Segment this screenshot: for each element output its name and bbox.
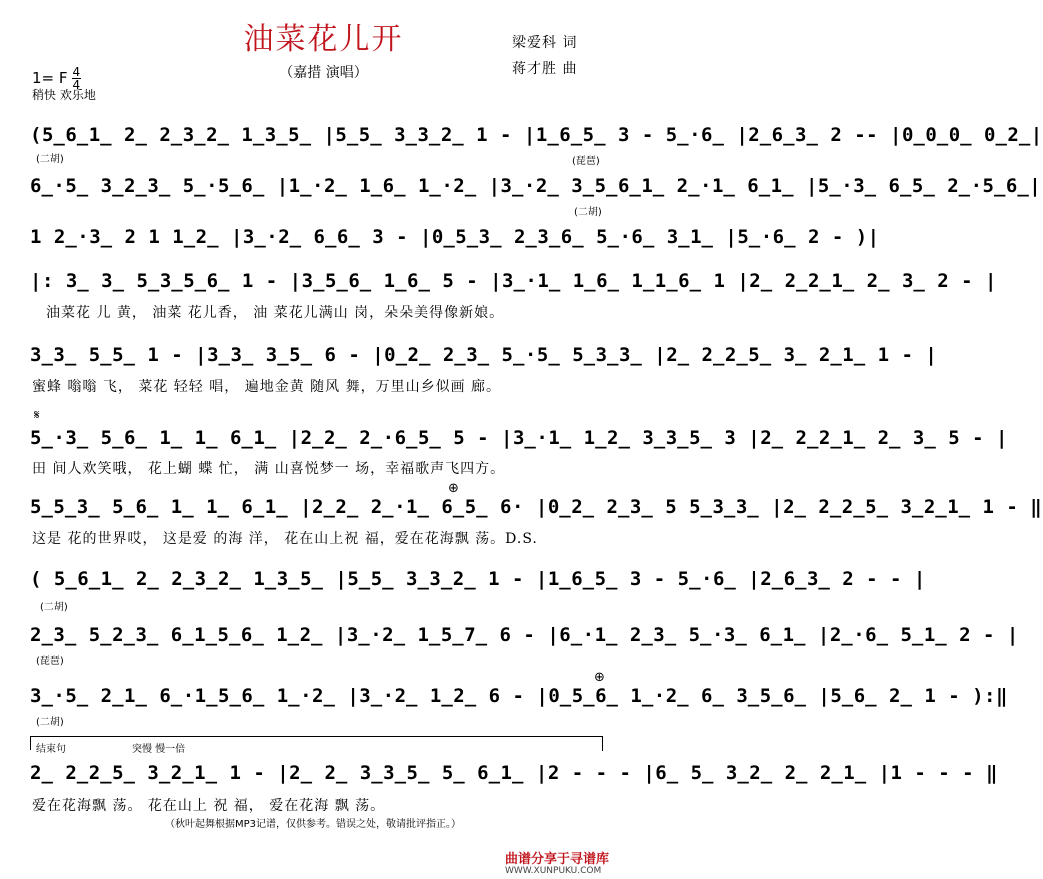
lyric-line: 田 间人欢笑哦， 花上蝴 蝶 忙， 满 山喜悦梦一 场，幸福歌声飞四方。 [32,461,506,477]
instrument-label: (琵琶) [36,656,64,667]
lyric-line: 蜜蜂 嗡嗡 飞， 菜花 轻轻 唱， 遍地金黄 随风 舞，万里山乡似画 廊。 [32,379,502,395]
notation-line: 5̲5̲3̲ 5̲6̲ 1̲ 1̲ 6̲1̲ |2̲2̲ 2̲·1̲ 6̲5̲ 6· |0̲2̲ 2̲3̲ 5 5̲3̲3̲ |2̲ 2̲2̲5̲ 3̲2̲1̲ 1 - ‖ [30,496,1043,518]
notation-line: 2̲ 2̲2̲5̲ 3̲2̲1̲ 1 - |2̲ 2̲ 3̲3̲5̲ 5̲ 6̲1̲ |2 - - - |6̲ 5̲ 3̲2̲ 2̲ 2̲1̲ |1 - - - ‖ [30,762,998,784]
notation-line: 1 2̲·3̲ 2 1 1̲2̲ |3̲·2̲ 6̲6̲ 3 - |0̲5̲3̲ 2̲3̲6̲ 5̲·6̲ 3̲1̲ |5̲·6̲ 2 - )| [30,226,880,248]
instrument-label: (二胡) [574,207,602,218]
coda-sign: ⊕ [594,670,605,685]
instrument-label: (二胡) [36,154,64,165]
instrument-label: (琵琶) [572,156,600,167]
tempo-marking: 稍快 欢乐地 [32,88,96,102]
composer-credit: 蒋才胜 曲 [512,61,578,77]
notation-line: (5̲6̲1̲ 2̲ 2̲3̲2̲ 1̲3̲5̲ |5̲5̲ 3̲3̲2̲ 1 - |1̲6̲5̲ 3 - 5̲·6̲ |2̲6̲3̲ 2 -- |0̲0̲0̲ 0̲2̲| [30,124,1043,146]
notation-line: 5̲·3̲ 5̲6̲ 1̲ 1̲ 6̲1̲ |2̲2̲ 2̲·6̲5̲ 5 - |3̲·1̲ 1̲2̲ 3̲3̲5̲ 3 |2̲ 2̲2̲1̲ 2̲ 3̲ 5 - | [30,427,1008,449]
ending-bracket-left [30,736,31,750]
instrument-label: (二胡) [36,717,64,728]
transcription-note: （秋叶起舞根据MP3记谱，仅供参考。错误之处，敬请批评指正。） [165,819,462,830]
time-sig-denominator: 4 [72,78,81,92]
ending-bracket [30,736,603,751]
notation-line: 2̲3̲ 5̲2̲3̲ 6̲1̲5̲6̲ 1̲2̲ |3̲·2̲ 1̲5̲7̲ 6 - |6̲·1̲ 2̲3̲ 5̲·3̲ 6̲1̲ |2̲·6̲ 5̲1̲ 2 - | [30,624,1019,646]
key-label: 1= F [32,69,68,87]
instrument-label: (二胡) [40,602,68,613]
lyricist-credit: 梁爱科 词 [512,35,578,51]
lyric-line: 爱在花海飘 荡。 花在山上 祝 福， 爱在花海 飘 荡。 [32,798,386,814]
song-title: 油菜花儿开 [243,22,404,57]
coda-sign: ⊕ [448,481,459,496]
tempo-change-label: 突慢 慢一倍 [132,744,186,755]
notation-line: 3̲3̲ 5̲5̲ 1 - |3̲3̲ 3̲5̲ 6 - |0̲2̲ 2̲3̲ 5̲·5̲ 5̲3̲3̲ |2̲ 2̲2̲5̲ 3̲ 2̲1̲ 1 - | [30,344,938,366]
time-sig-numerator: 4 [72,65,81,79]
segno-sign: 𝄋 [34,408,40,423]
lyric-line: 油菜花 儿 黄， 油菜 花儿香， 油 菜花儿满山 岗，朵朵美得像新娘。 [46,305,505,321]
singer-credit: （嘉措 演唱） [279,65,368,81]
footer-url[interactable]: WWW.XUNPUKU.COM [505,866,602,876]
notation-line: 6̲·5̲ 3̲2̲3̲ 5̲·5̲6̲ |1̲·2̲ 1̲6̲ 1̲·2̲ |3̲·2̲ 3̲5̲6̲1̲ 2̲·1̲ 6̲1̲ |5̲·3̲ 6̲5̲ 2̲·5̲6̲| [30,175,1042,197]
ending-label: 结束句 [36,744,66,755]
notation-line: ( 5̲6̲1̲ 2̲ 2̲3̲2̲ 1̲3̲5̲ |5̲5̲ 3̲3̲2̲ 1 - |1̲6̲5̲ 3 - 5̲·6̲ |2̲6̲3̲ 2 - - | [30,568,926,590]
footer-site-name: 曲谱分享于寻谱库 [505,852,610,867]
notation-line: 3̲·5̲ 2̲1̲ 6̲·1̲5̲6̲ 1̲·2̲ |3̲·2̲ 1̲2̲ 6 - |0̲5̲6̲ 1̲·2̲ 6̲ 3̲5̲6̲ |5̲6̲ 2̲ 1 - ):‖ [30,685,1008,707]
notation-line: |: 3̲ 3̲ 5̲3̲5̲6̲ 1 - |3̲5̲6̲ 1̲6̲ 5 - |3̲·1̲ 1̲6̲ 1̲1̲6̲ 1 |2̲ 2̲2̲1̲ 2̲ 3̲ 2 - | [30,270,997,292]
lyric-line: 这是 花的世界哎， 这是爱 的海 洋， 花在山上祝 福，爱在花海飘 荡。D.S. [32,531,538,547]
